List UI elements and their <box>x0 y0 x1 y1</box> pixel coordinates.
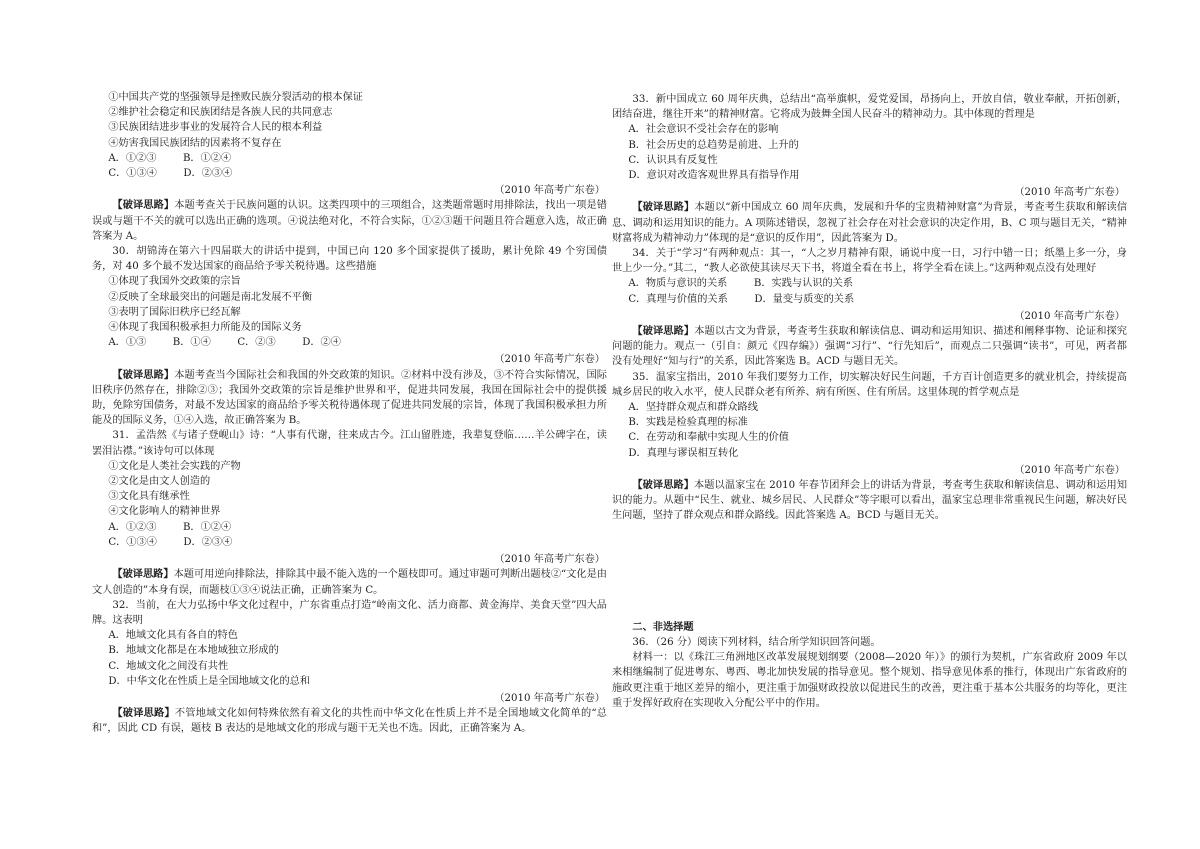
q31-analysis <box>92 567 607 597</box>
q32-analysis <box>92 706 607 736</box>
q32-stem: 32．当前，在大力弘扬中华文化过程中，广东省重点打造“岭南文化、活力商都、黄金海岸、美食天堂”四大品牌。这表明 <box>92 599 607 626</box>
q36-material-1: 材料一：以《珠江三角洲地区改革发展规划纲要（2008—2020 年）》的颁行为契机，广东省政府 2009 年以来相继编制了促进粤东、粤西、粤北加快发展的指导意见。整个规划、指导意见体系的推行，体现出广东省政府的施政更注重于地区差异的缩小，更注重于加强财政投放以促进民生的改善，更注重于基本公共服务的均等化，更注重于发挥好政府在实现收入分配公平中的作用。 <box>612 652 1127 709</box>
q35-stem: 35．温家宝指出，2010 年我们要努力工作，切实解决好民生问题，千方百计创造更多的就业机会，持续提高城乡居民的收入水平，使人民群众老有所养、病有所医、住有所居。这里体现的哲学观点是 <box>612 371 1127 398</box>
q30-analysis-text: 本题考查当今国际社会和我国的外交政策的知识。②材料中没有涉及，③不符合实际情况，国际旧秩序仍然存在，排除②③；我国外交政策的宗旨是维护世界和平，促进共同发展，我国在国际社会中的提供援助，免除穷国债务，对最不发达国家的商品给予零关税待遇体现了促进共同发展的宗旨，体现了我国积极承担力所能及的国际义务，①④入选，故正确答案为 B。 <box>92 369 607 427</box>
q30-option-b: B．①④ <box>172 337 211 349</box>
q33-option-b: B．社会历史的总趋势是前进、上升的 <box>628 139 799 151</box>
q30-item-3: ③表明了国际旧秩序已经瓦解 <box>108 306 241 318</box>
q32-option-d: D．中华文化在性质上是全国地域文化的总和 <box>108 675 311 687</box>
q33-analysis <box>612 200 1127 246</box>
q36-stem: 36．（26 分）阅读下列材料，结合所学知识回答问题。 <box>632 636 881 648</box>
q34-analysis-text: 本题以古文为背景，考查考生获取和解读信息、调动和运用知识、描述和阐释事物、论证和探究问题的能力。观点一（引自：颜元《四存编》）强调“习行”、“行先知后”，而观点二只强调“读书”，可见，两者都没有处理好“知与行”的关系，因此答案选 B。ACD 与题目无关。 <box>612 326 1127 368</box>
q29-item-4: ④妨害我国民族团结的因素将不复存在 <box>108 137 282 149</box>
q29-option-b: B．①②④ <box>182 152 232 164</box>
q29-options-row-2 <box>92 166 607 181</box>
q31-item-4: ④文化影响人的精神世界 <box>108 506 221 518</box>
spacer <box>612 524 1127 620</box>
q35-option-d: D．真理与谬误相互转化 <box>628 447 739 459</box>
q31-item-1: ①文化是人类社会实践的产物 <box>108 460 241 472</box>
q35-source: （2010 年高考广东卷） <box>1014 464 1125 476</box>
q33-source: （2010 年高考广东卷） <box>1014 187 1125 199</box>
q33-option-a: A．社会意识不受社会存在的影响 <box>628 124 779 136</box>
q33-stem: 33．新中国成立 60 周年庆典，总结出“高举旗帜，爱党爱国，昂扬向上，开放自信，敬业奉献，开拓创新，团结奋进，继往开来”的精神财富。它将成为鼓舞全国人民奋斗的精神动力。其中体现的哲理是 <box>612 94 1127 121</box>
q30-source: （2010 年高考广东卷） <box>494 354 605 366</box>
q32-option-b: B．地域文化都是在本地域独立形成的 <box>108 645 279 657</box>
q31-option-a: A．①②③ <box>108 521 157 533</box>
q30-option-c: C．②③ <box>237 337 276 349</box>
q31-options-row-2 <box>92 535 607 550</box>
q34-option-d: D．量变与质变的关系 <box>754 293 855 305</box>
q35-option-a: A．坚持群众观点和群众路线 <box>628 402 758 414</box>
q29-option-c: C．①③④ <box>108 168 157 180</box>
q29-options-row-1 <box>92 151 607 166</box>
q29-analysis-text: 本题考查关于民族问题的认识。这类四项中的三项组合，这类题常题时用排除法，找出一项是错误或与题干不关的就可以选出正确的选项。④说法绝对化，不符合实际，①②③题干问题且符合题意入选，故正确答案为 A。 <box>92 200 607 242</box>
q29-option-a: A．①②③ <box>108 152 157 164</box>
q35-option-c: C．在劳动和奉献中实现人生的价值 <box>628 432 789 444</box>
q32-source: （2010 年高考广东卷） <box>494 692 605 704</box>
q29-source: （2010 年高考广东卷） <box>494 185 605 197</box>
q29-item-2: ②维护社会稳定和民族团结是各族人民的共同意志 <box>108 107 333 119</box>
right-column <box>612 92 1127 711</box>
q30-options-row <box>92 335 607 350</box>
q29-analysis <box>92 198 607 244</box>
q32-option-a: A．地域文化具有各自的特色 <box>108 630 238 642</box>
analysis-label: 【破译思路】 <box>112 707 175 720</box>
q34-options-row-2 <box>612 292 1127 307</box>
q31-item-2: ②文化是由文人创造的 <box>108 476 211 488</box>
q34-source: （2010 年高考广东卷） <box>1014 310 1125 322</box>
q31-option-b: B．①②④ <box>182 521 232 533</box>
q32-option-c: C．地域文化之间没有共性 <box>108 660 229 672</box>
q31-option-d: D．②③④ <box>183 536 233 548</box>
analysis-label: 【破译思路】 <box>112 368 175 381</box>
q32-analysis-text: 不管地域文化如何特殊依然有着文化的共性而中华文化在性质上并不是全国地域文化简单的“总和”，因此 CD 有误，题枝 B 表达的是地域文化的形成与题干无关也不选。因此，正确答案为 A。 <box>92 708 607 735</box>
q31-stem: 31．孟浩然《与诸子登岘山》诗：“人事有代谢，往来成古今。江山留胜迹，我辈复登临……羊公碑字在，读罢泪沾襟。”该诗句可以体现 <box>92 430 607 457</box>
q34-options-row-1 <box>612 276 1127 291</box>
q31-analysis-text: 本题可用逆向排除法，排除其中最不能入选的一个题枝即可。通过审题可判断出题枝②“文化是由文人创造的”本身有误，而题枝①③④说法正确，正确答案为 C。 <box>92 569 607 596</box>
q30-stem: 30．胡锦涛在第六十四届联大的讲话中提到，中国已向 120 多个国家提供了援助，累计免除 49 个穷国债务，对 40 多个最不发达国家的商品给予零关税待遇。这些措施 <box>92 246 607 273</box>
q29-item-3: ③民族团结进步事业的发展符合人民的根本利益 <box>108 122 323 134</box>
q34-option-a: A．物质与意识的关系 <box>628 278 728 290</box>
q33-analysis-text: 本题以“新中国成立 60 周年庆典，发展和升华的宝贵精神财富”为背景，考查考生获取和解读信息、调动和运用知识的能力。A 项陈述错误，忽视了社会存在对社会意识的决定作用，B、C 项与题目无关，“精神财富将成为精神动力”体现的是“意识的反作用”，因此答案为 D。 <box>612 202 1128 244</box>
q34-option-b: B．实践与认识的关系 <box>753 278 854 290</box>
q31-option-c: C．①③④ <box>108 536 157 548</box>
q30-item-4: ④体现了我国积极承担力所能及的国际义务 <box>108 322 302 334</box>
q34-stem: 34．关于“学习”有两种观点：其一，“人之岁月精神有限，诵说中度一日，习行中错一日；纸墨上多一分，身世上少一分。”其二，“教人必欲使其读尽天下书，将道全看在书上，将学全看在读上。”这两种观点没有处理好 <box>612 248 1127 275</box>
q34-analysis <box>612 324 1127 370</box>
q29-option-d: D．②③④ <box>183 168 233 180</box>
q35-analysis <box>612 478 1127 524</box>
analysis-label: 【破译思路】 <box>112 199 175 212</box>
q30-analysis <box>92 368 607 429</box>
q33-option-d: D．意识对改造客观世界具有指导作用 <box>628 170 800 182</box>
q35-option-b: B．实践是检验真理的标准 <box>628 417 748 429</box>
q33-option-c: C．认识具有反复性 <box>628 154 718 166</box>
analysis-label: 【破译思路】 <box>632 201 695 214</box>
q29-item-1: ①中国共产党的坚强领导是挫败民族分裂活动的根本保证 <box>108 92 363 103</box>
q30-option-d: D．②④ <box>302 337 341 349</box>
section-title: 二、非选择题 <box>632 620 694 633</box>
q34-option-c: C．真理与价值的关系 <box>628 293 728 305</box>
q31-source: （2010 年高考广东卷） <box>494 554 605 566</box>
q30-item-2: ②反映了全球最突出的问题是南北发展不平衡 <box>108 291 313 303</box>
analysis-label: 【破译思路】 <box>632 479 695 492</box>
left-column <box>92 90 607 737</box>
q35-analysis-text: 本题以温家宝在 2010 年春节团拜会上的讲话为背景，考查考生获取和解读信息、调动和运用知识的能力。从题中“民生、就业、城乡居民、人民群众”等字眼可以看出，温家宝总理非常重视民生问题，解决好民生问题，坚持了群众观点和群众路线。因此答案选 A。BCD 与题目无关。 <box>612 480 1128 522</box>
analysis-label: 【破译思路】 <box>632 325 695 338</box>
q30-item-1: ①体现了我国外交政策的宗旨 <box>108 276 241 288</box>
q30-option-a: A．①③ <box>108 337 147 349</box>
q31-item-3: ③文化具有继承性 <box>108 491 190 503</box>
analysis-label: 【破译思路】 <box>112 568 174 581</box>
q31-options-row-1 <box>92 520 607 535</box>
